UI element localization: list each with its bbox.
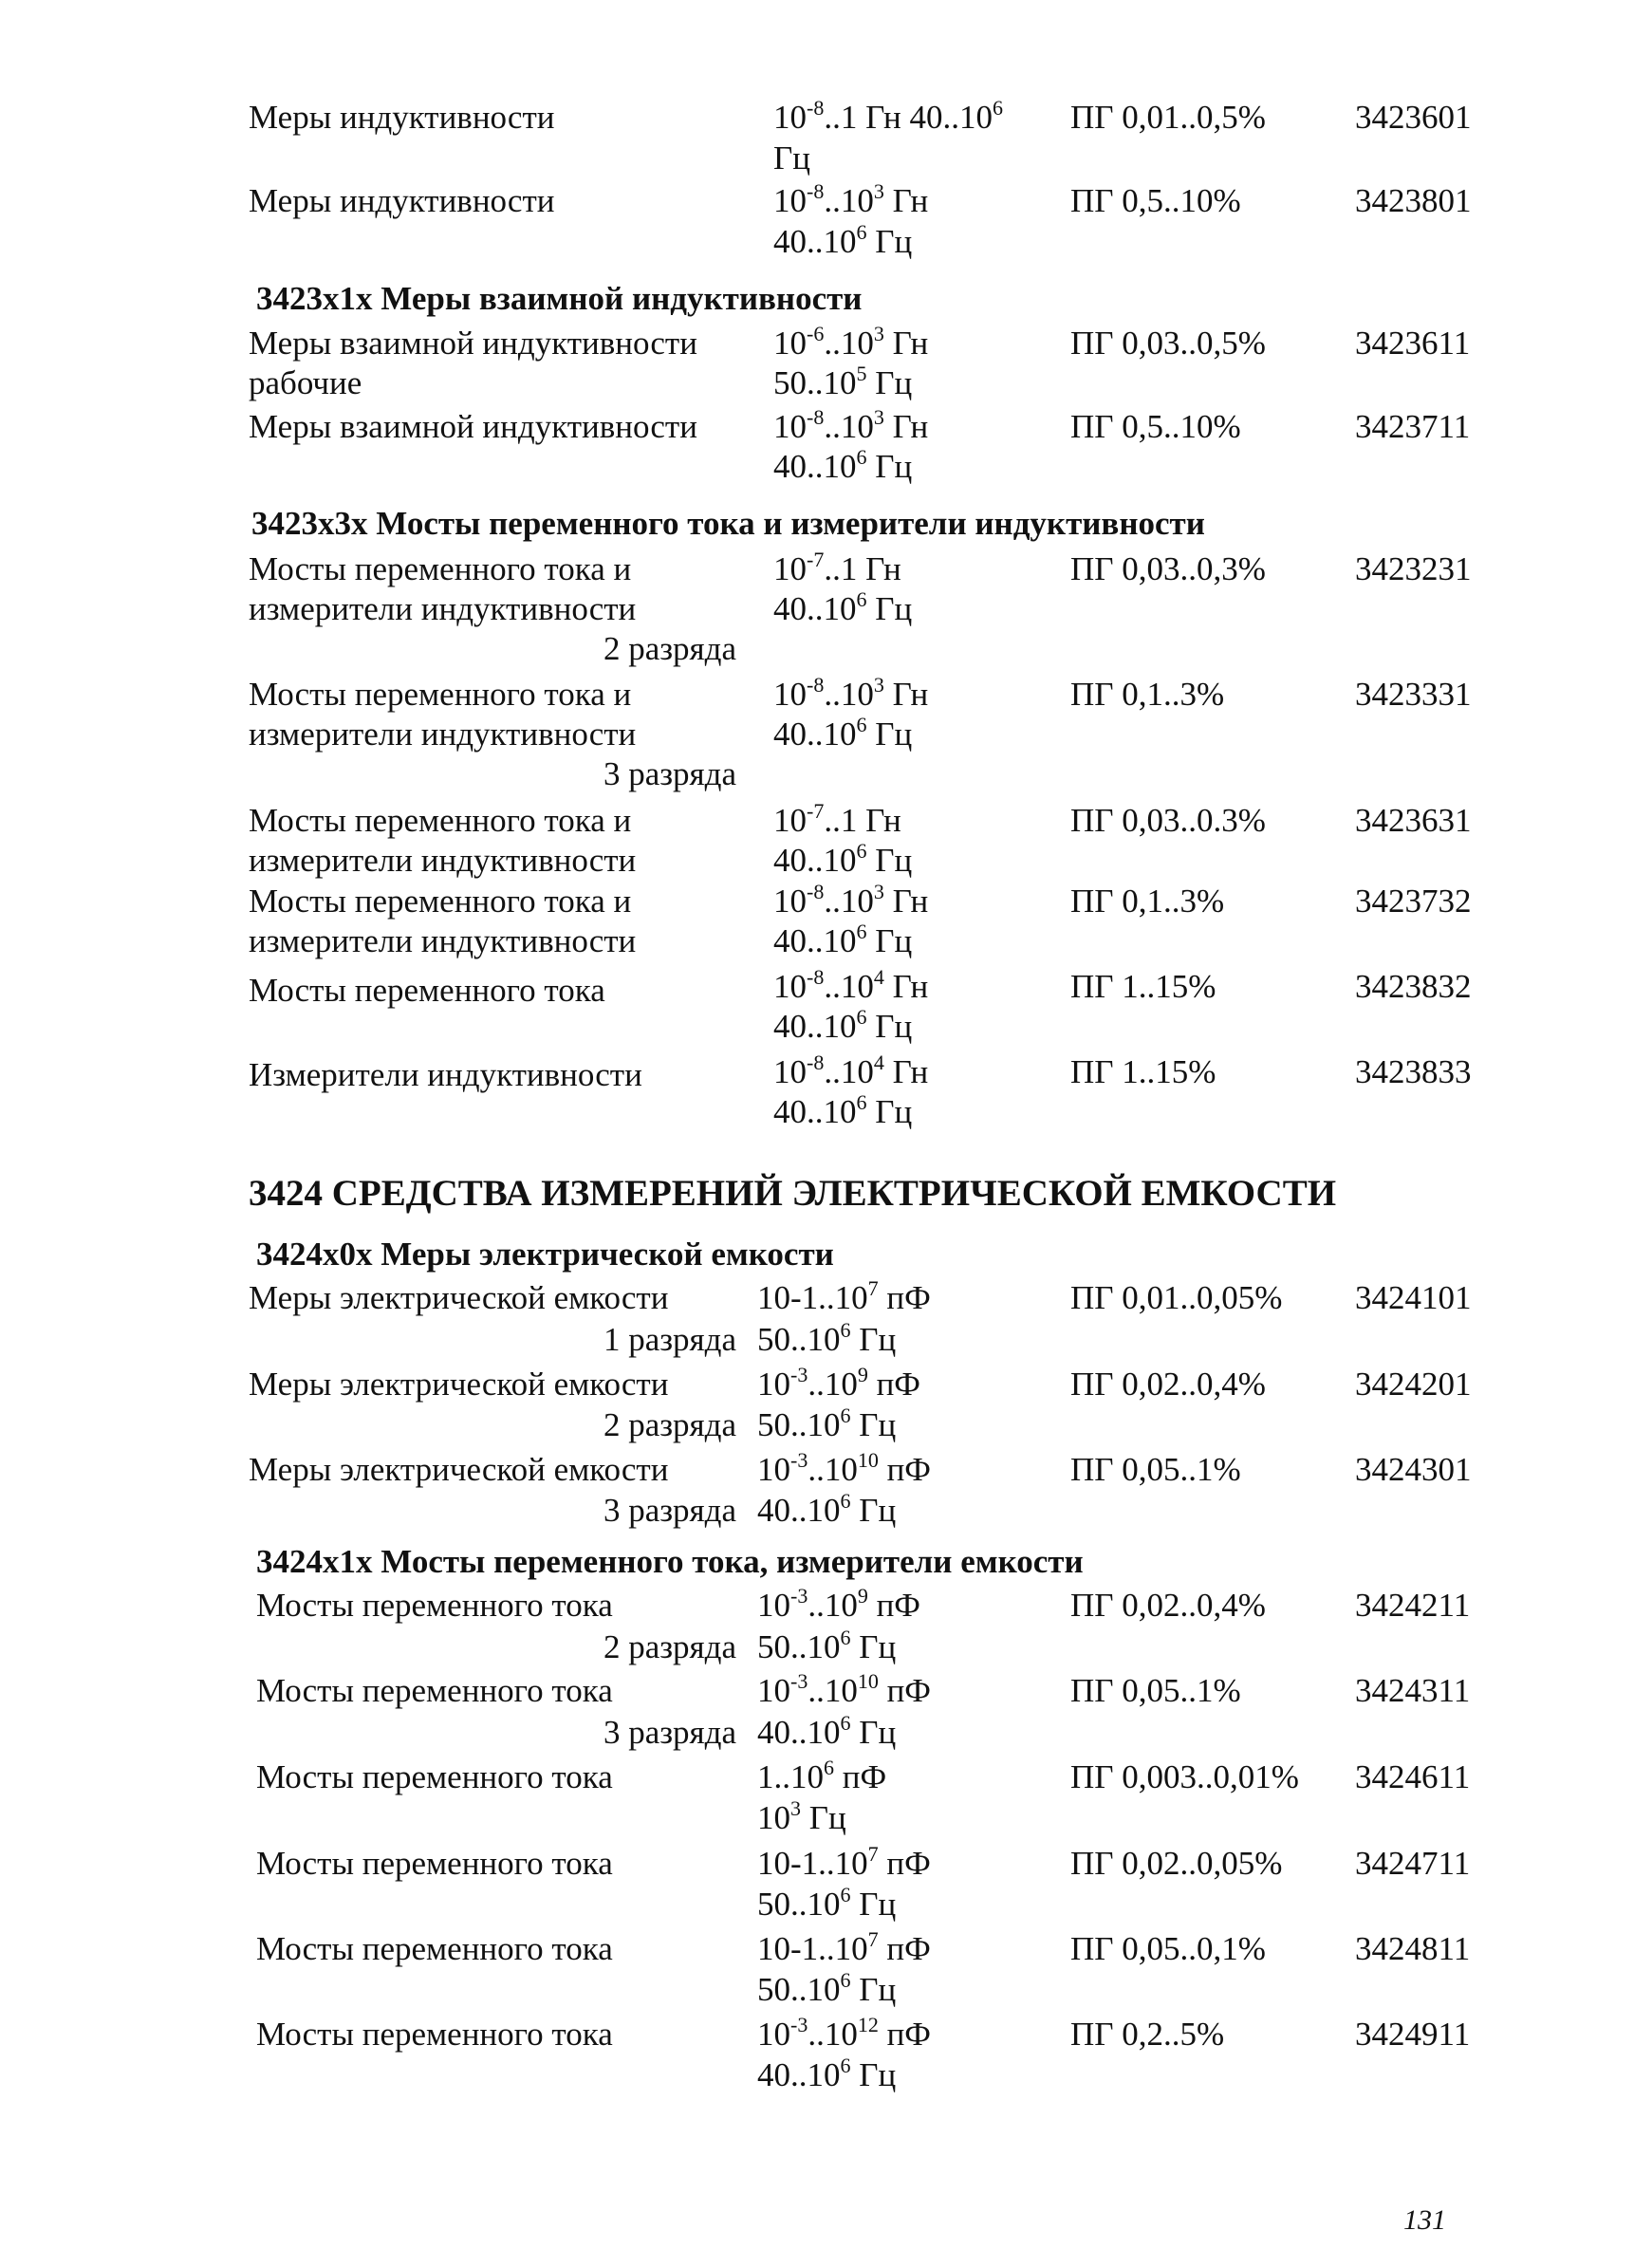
item-code: 3423833 [1355, 1053, 1472, 1090]
item-code: 3424311 [1355, 1672, 1471, 1709]
tolerance: ПГ 0,02..0,4% [1070, 1366, 1266, 1403]
range-line: $10^{-3}..10^9$ пФ [757, 1584, 920, 1624]
item-name: измерители индуктивности [249, 842, 637, 879]
tolerance: ПГ 0,05..1% [1070, 1672, 1241, 1709]
tolerance: ПГ 0,5..10% [1070, 408, 1241, 445]
item-code: 3423231 [1355, 550, 1472, 587]
tolerance: ПГ 0,05..1% [1070, 1451, 1241, 1488]
item-name: Мосты переменного тока [256, 1758, 613, 1795]
range-line: 40..10$^6$ Гц [773, 1005, 913, 1045]
tolerance: ПГ 0,03..0,3% [1070, 550, 1266, 587]
item-code: 3423711 [1355, 408, 1471, 445]
tolerance: ПГ 0,01..0,05% [1070, 1279, 1283, 1316]
item-name: Мосты переменного тока [249, 972, 605, 1009]
range-line: 50..10$^6$ Гц [757, 1318, 897, 1358]
item-name: Мосты переменного тока [256, 1587, 613, 1624]
range-line: 50..10$^6$ Гц [757, 1404, 897, 1443]
tolerance: ПГ 0,03..0,5% [1070, 325, 1266, 362]
range-line: $10^{-8}..10^3$ Гн [773, 405, 929, 445]
tolerance: ПГ 0,5..10% [1070, 182, 1241, 219]
rank-label: 1 разряда [603, 1321, 736, 1358]
tolerance: ПГ 0,2..5% [1070, 2016, 1225, 2053]
section-heading: 3424x0x Меры электрической емкости [256, 1236, 834, 1273]
rank-label: 2 разряда [603, 630, 736, 667]
range-line: $10^{-7}..1$ Гн [773, 799, 901, 839]
item-code: 3424211 [1355, 1587, 1471, 1624]
item-name: Мосты переменного тока и [249, 883, 632, 920]
range-line: 50..10$^6$ Гц [757, 1626, 897, 1665]
range-line: $10^{-3}..10^{12}$ пФ [757, 2013, 931, 2053]
section-heading: 3423x3x Мосты переменного тока и измерители индуктивности [251, 505, 1205, 542]
range-line: $10^{-8}..10^3$ Гн [773, 673, 929, 713]
item-code: 3423631 [1355, 802, 1472, 839]
range-line: 50..10$^6$ Гц [757, 1968, 897, 2008]
item-name: Меры электрической емкости [249, 1366, 669, 1403]
item-name: Мосты переменного тока [256, 1672, 613, 1709]
tolerance: ПГ 1..15% [1070, 968, 1216, 1005]
tolerance: ПГ 0,02..0,4% [1070, 1587, 1266, 1624]
item-name: Мосты переменного тока и [249, 676, 632, 713]
item-name: Меры индуктивности [249, 182, 555, 219]
item-code: 3424611 [1355, 1758, 1471, 1795]
item-code: 3423601 [1355, 99, 1472, 136]
item-code: 3424811 [1355, 1930, 1471, 1967]
range-line: $10^{-3}..10^{10}$ пФ [757, 1669, 931, 1709]
item-name: Меры взаимной индуктивности [249, 408, 697, 445]
item-code: 3424911 [1355, 2016, 1471, 2053]
range-line: 40..10$^6$ Гц [773, 220, 913, 260]
tolerance: ПГ 0,1..3% [1070, 883, 1225, 920]
range-line: $10^3$ Гц [757, 1796, 846, 1836]
item-name: рабочие [249, 364, 362, 401]
section-heading: 3423x1x Меры взаимной индуктивности [256, 280, 863, 317]
item-name: измерители индуктивности [249, 922, 637, 959]
range-line: $10^{-8}..1$ Гн 40..10$^6$ [773, 96, 1003, 136]
range-line: 40..10$^6$ Гц [773, 839, 913, 879]
tolerance: ПГ 0,01..0,5% [1070, 99, 1266, 136]
item-code: 3424301 [1355, 1451, 1472, 1488]
rank-label: 3 разряда [603, 1714, 736, 1751]
item-code: 3423611 [1355, 325, 1471, 362]
rank-label: 2 разряда [603, 1406, 736, 1443]
range-line: 40..10$^6$ Гц [773, 920, 913, 959]
tolerance: ПГ 0,05..0,1% [1070, 1930, 1266, 1967]
item-name: Измерители индуктивности [249, 1056, 642, 1093]
range-line: 40..10$^6$ Гц [757, 1489, 897, 1529]
tolerance: ПГ 0,02..0,05% [1070, 1845, 1283, 1882]
range-line: $10^{-8}..10^4$ Гн [773, 1050, 929, 1090]
range-line: 40..10$^6$ Гц [773, 713, 913, 753]
item-name: Мосты переменного тока [256, 2016, 613, 2053]
item-name: Мосты переменного тока и [249, 802, 632, 839]
item-code: 3423832 [1355, 968, 1472, 1005]
item-name: измерители индуктивности [249, 716, 637, 753]
item-name: Меры электрической емкости [249, 1451, 669, 1488]
item-name: Меры индуктивности [249, 99, 555, 136]
range-line: 50..10$^5$ Гц [773, 362, 913, 401]
item-name: Меры электрической емкости [249, 1279, 669, 1316]
range-line: $10^{-8}..10^4$ Гн [773, 965, 929, 1005]
item-code: 3423331 [1355, 676, 1472, 713]
item-name: Мосты переменного тока и [249, 550, 632, 587]
item-code: 3424711 [1355, 1845, 1471, 1882]
tolerance: ПГ 1..15% [1070, 1053, 1216, 1090]
range-line: 40..10$^6$ Гц [757, 2054, 897, 2093]
range-line: 1..10$^6$ пФ [757, 1756, 887, 1795]
item-name: Меры взаимной индуктивности [249, 325, 697, 362]
rank-label: 3 разряда [603, 1492, 736, 1529]
item-name: Мосты переменного тока [256, 1845, 613, 1882]
range-line: $10^{-8}..10^3$ Гн [773, 179, 929, 219]
tolerance: ПГ 0,1..3% [1070, 676, 1225, 713]
item-code: 3424201 [1355, 1366, 1472, 1403]
major-heading: 3424 СРЕДСТВА ИЗМЕРЕНИЙ ЭЛЕКТРИЧЕСКОЙ ЕМКОСТИ [249, 1173, 1337, 1214]
range-line: $10^{-3}..10^{10}$ пФ [757, 1448, 931, 1488]
range-line: 40..10$^6$ Гц [773, 445, 913, 485]
range-line: $10^{-3}..10^9$ пФ [757, 1363, 920, 1403]
range-line: 10-1..10$^7$ пФ [757, 1927, 931, 1967]
item-name: измерители индуктивности [249, 590, 637, 627]
tolerance: ПГ 0,03..0.3% [1070, 802, 1266, 839]
item-code: 3423801 [1355, 182, 1472, 219]
range-line: $10^{-7}..1$ Гн [773, 548, 901, 587]
range-line: $10^{-8}..10^3$ Гн [773, 880, 929, 920]
range-line: $10^{-6}..10^3$ Гн [773, 322, 929, 362]
item-code: 3423732 [1355, 883, 1472, 920]
range-line: Гц [773, 139, 810, 177]
range-line: 40..10$^6$ Гц [757, 1711, 897, 1751]
range-line: 40..10$^6$ Гц [773, 1090, 913, 1130]
tolerance: ПГ 0,003..0,01% [1070, 1758, 1299, 1795]
range-line: 50..10$^6$ Гц [757, 1883, 897, 1923]
range-line: 40..10$^6$ Гц [773, 587, 913, 627]
range-line: 10-1..10$^7$ пФ [757, 1842, 931, 1882]
item-name: Мосты переменного тока [256, 1930, 613, 1967]
item-code: 3424101 [1355, 1279, 1472, 1316]
page-number: 131 [1403, 2204, 1446, 2236]
range-line: 10-1..10$^7$ пФ [757, 1276, 931, 1316]
rank-label: 2 разряда [603, 1628, 736, 1665]
section-heading: 3424x1x Мосты переменного тока, измерители емкости [256, 1543, 1084, 1580]
rank-label: 3 разряда [603, 755, 736, 792]
